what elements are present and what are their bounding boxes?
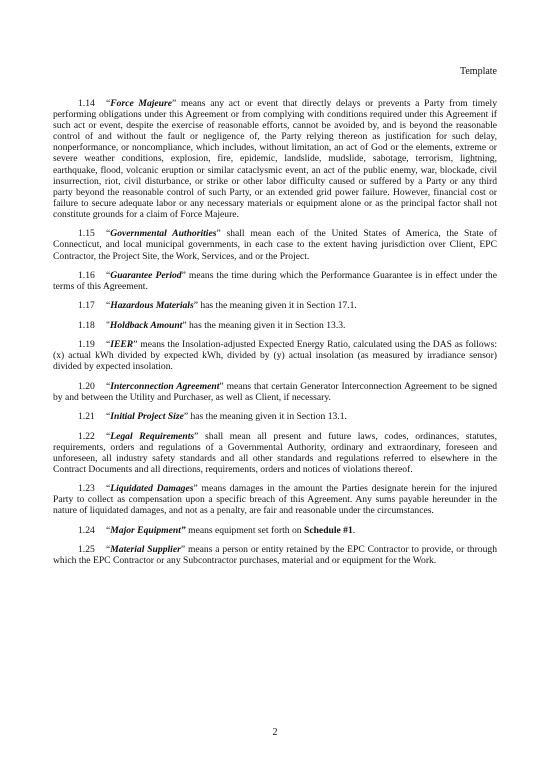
definition-text: has the meaning given it in Section 17.1. — [197, 300, 357, 312]
definition-1-18: 1.18 "Holdback Amount” has the meaning given it in Section 13.3. — [78, 319, 346, 331]
definition-text: means damages in the amount the Parties designate herein for the injured Party to collect as compensation upon a specific breach of this Agreement. Any sums payable hereunder in the nature of liquidated damages, and not as a penalty, are fair and reasonable under the circumstances. — [53, 483, 498, 517]
definition-text: means equipment set forth on — [185, 524, 304, 536]
page-number: 2 — [272, 727, 278, 738]
section-number: 1.15 — [78, 228, 95, 240]
schedule-reference: Schedule #1 — [304, 524, 353, 536]
definition-1-25: 1.25 “Material Supplier” means a person or entity retained by the EPC Contractor to provide, or through which the EPC Contractor or any Subcontractor purchases, material and or equipment for the Work. — [53, 544, 497, 567]
section-number: 1.20 — [78, 380, 95, 392]
definition-1-15: 1.15 “Governmental Authorities” shall mean each of the United States of America, the State of Connecticut, and local municipal governments, in each case to the extent having jurisdiction over Client, EPC Contractor, the Project Site, the Work, Services, and or the Project. — [53, 228, 497, 262]
defined-term: Holdback Amount — [109, 319, 183, 331]
page-header-label: Template — [459, 66, 497, 77]
section-number: 1.18 — [78, 319, 95, 331]
section-number: 1.21 — [78, 411, 95, 423]
section-number: 1.25 — [78, 544, 95, 556]
section-number: 1.17 — [78, 300, 95, 312]
definition-text: means a person or entity retained by the EPC Contractor to provide, or through which the EPC Contractor or any Subcontractor purchases, material and or equipment for the Work. — [53, 544, 497, 567]
definition-1-23: 1.23 “Liquidated Damages” means damages in the amount the Parties designate herein for the injured Party to collect as compensation upon a specific breach of this Agreement. Any sums payable hereunder in the nature of liquidated damages, and not as a penalty, are fair and reasonable under the circumstances. — [53, 483, 498, 517]
section-number: 1.24 — [78, 524, 95, 536]
definition-1-19: 1.19 “IEER” means the Insolation-adjusted Expected Energy Ratio, calculated using the DAS as follows: (x) actual kWh divided by expected kWh, divided by (y) actual insolation (as measured by irradiance sensor) divided by expected insolation. — [53, 339, 497, 373]
defined-term: Initial Project Size — [110, 411, 184, 423]
definition-text: shall mean each of the United States of America, the State of Connecticut, and local municipal governments, in each case to the extent having jurisdiction over Client, EPC Contractor, the Project Site, the Work, Services, and or the Project. — [53, 228, 497, 262]
definition-text: has the meaning given it in Section 13.1. — [188, 411, 347, 423]
defined-term: Governmental Authorities — [110, 228, 217, 240]
defined-term: Legal Requirements — [110, 430, 195, 442]
definitions-body — [53, 98, 497, 575]
definition-text: means that certain Generator Interconnection Agreement to be signed by and between the Utility and Purchaser, as well as Client, if necessary. — [53, 380, 497, 403]
definition-text: means the time during which the Performance Guarantee is in effect under the terms of this Agreement. — [53, 269, 497, 292]
defined-term: IEER — [110, 339, 134, 351]
defined-term: Major Equipment” — [110, 524, 186, 536]
definition-text: has the meaning given it in Section 13.3. — [186, 319, 346, 331]
section-number: 1.23 — [78, 483, 95, 495]
definition-1-16: 1.16 “Guarantee Period” means the time during which the Performance Guarantee is in effect under the terms of this Agreement. — [53, 269, 497, 292]
section-number: 1.19 — [78, 339, 95, 351]
section-number: 1.16 — [78, 269, 95, 281]
definition-text: means the Insolation-adjusted Expected Energy Ratio, calculated using the DAS as follows: (x) actual kWh divided by expected kWh, divided by (y) actual insolation (as measured by irradiance sensor) divided by expected insolation. — [53, 339, 497, 373]
defined-term: Liquidated Damages — [110, 483, 194, 495]
definition-1-14: 1.14 “Force Majeure” means any act or event that directly delays or prevents a Party from timely performing obligations under this Agreement or from complying with conditions required under this Agreement if such act or event, despite the exercise of reasonable efforts, cannot be avoided by, and is beyond the reasonable control of and without the fault or negligence of, the Party relying thereon as justification for such delay, nonperformance, or noncompliance, which includes, without limitation, an act of God or the elements, extreme or severe weather conditions, explosion, fire, epidemic, landslide, mudslide, sabotage, terrorism, lightning, earthquake, flood, volcanic eruption or similar cataclysmic event, an act of the public enemy, war, blockade, civil insurrection, riot, civil disturbance, or strike or other labor difficulty caused or suffered by a Party or any third party beyond the reasonable control of such Party, or an extended grid power failure. However, financial cost or failure to secure adequate labor or any necessary materials or equipment alone or as the principal factor shall not constitute grounds for a claim of Force Majeure. — [53, 98, 497, 220]
defined-term: Material Supplier — [110, 544, 181, 556]
section-number: 1.14 — [78, 98, 95, 109]
definition-text: shall mean all present and future laws, codes, ordinances, statutes, requirements, orders and regulations of a Governmental Authority, ordinary and extraordinary, foreseen and unforeseen, all industry safety standards and all other standards and regulations referred to elsewhere in the Contract Documents and all directions, requirements, orders and notices of violations thereof. — [53, 430, 497, 475]
definition-1-24: 1.24 “Major Equipment” means equipment set forth on Schedule #1. — [78, 524, 356, 536]
defined-term: Guarantee Period — [110, 269, 182, 281]
definition-text: means any act or event that directly delays or prevents a Party from timely performing obligations under this Agreement or from complying with conditions required under this Agreement if such act or event, despite the exercise of reasonable efforts, cannot be avoided by, and is beyond the reasonable control of and without the fault or negligence of, the Party relying thereon as justification for such delay, nonperformance, or noncompliance, which includes, without limitation, an act of God or the elements, extreme or severe weather conditions, explosion, fire, epidemic, landslide, mudslide, sabotage, terrorism, lightning, earthquake, flood, volcanic eruption or similar cataclysmic event, an act of the public enemy, war, blockade, civil insurrection, riot, civil disturbance, or strike or other labor difficulty caused or suffered by a Party or any third party beyond the reasonable control of such Party, or an extended grid power failure. However, financial cost or failure to secure adequate labor or any necessary materials or equipment alone or as the principal factor shall not constitute grounds for a claim of Force Majeure. — [53, 98, 497, 220]
definition-1-21: 1.21 “Initial Project Size” has the meaning given it in Section 13.1. — [78, 411, 347, 423]
definition-1-20: 1.20 “Interconnection Agreement” means that certain Generator Interconnection Agreement to be signed by and between the Utility and Purchaser, as well as Client, if necessary. — [53, 380, 497, 403]
defined-term: Interconnection Agreement — [110, 380, 220, 392]
defined-term: Force Majeure — [110, 98, 173, 109]
definition-1-17: 1.17 “Hazardous Materials” has the meaning given it in Section 17.1. — [78, 300, 357, 312]
definition-1-22: 1.22 “Legal Requirements” shall mean all present and future laws, codes, ordinances, statutes, requirements, orders and regulations of a Governmental Authority, ordinary and extraordinary, foreseen and unforeseen, all industry safety standards and all other standards and regulations referred to elsewhere in the Contract Documents and all directions, requirements, orders and notices of violations thereof. — [53, 430, 497, 475]
defined-term: Hazardous Materials — [110, 300, 194, 312]
section-number: 1.22 — [78, 430, 95, 442]
